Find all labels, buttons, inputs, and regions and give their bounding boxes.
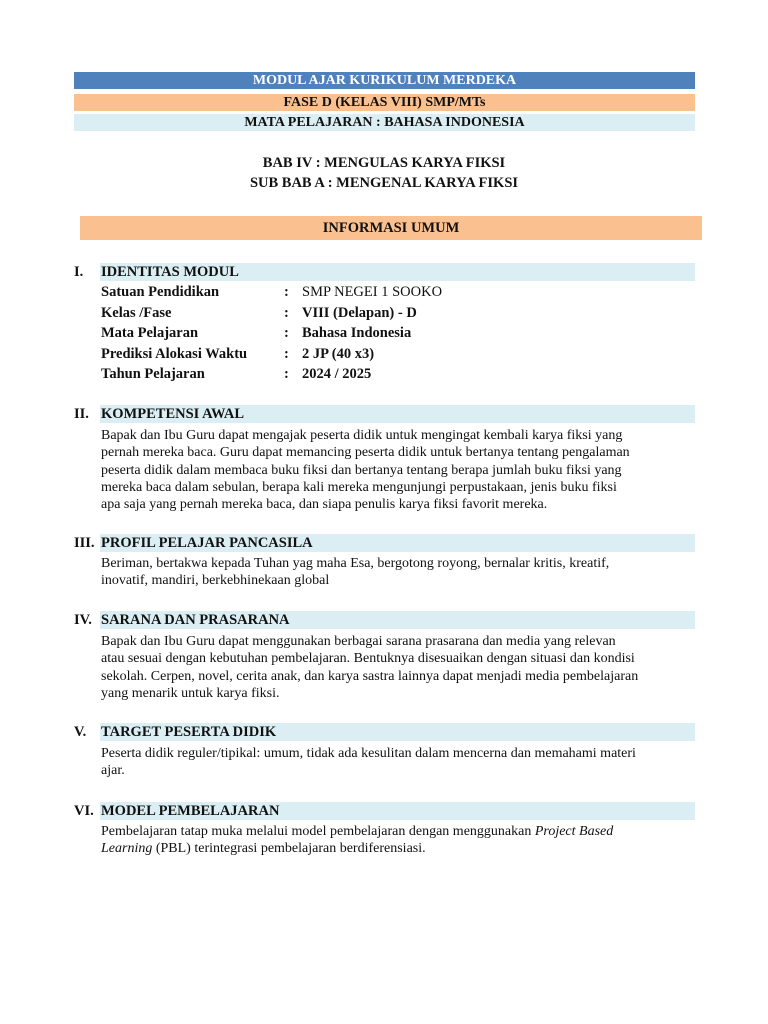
identity-value: 2 JP (40 x3) xyxy=(302,346,375,362)
section-number: VI. xyxy=(74,803,94,819)
subject-band xyxy=(74,114,695,131)
identity-row-tahun xyxy=(101,364,695,384)
paragraph-line: yang menarik untuk karya fiksi. xyxy=(101,685,280,701)
section-number: I. xyxy=(74,264,84,280)
text-span: (PBL) terintegrasi pembelajaran berdiferensiasi. xyxy=(152,841,426,857)
section-number: IV. xyxy=(74,612,92,628)
section-identitas-modul xyxy=(74,263,695,281)
identity-value: VIII (Delapan) - D xyxy=(302,305,417,321)
phase-band xyxy=(74,94,695,111)
section-title: MODEL PEMBELAJARAN xyxy=(101,803,280,819)
paragraph-line: Bapak dan Ibu Guru dapat mengajak peserta didik untuk mengingat kembali karya fiksi yang xyxy=(101,428,623,443)
module-title: MODUL AJAR KURIKULUM MERDEKA xyxy=(252,73,517,88)
identity-sep: : xyxy=(284,366,289,382)
paragraph-line: Peserta didik reguler/tipikal: umum, tidak ada kesulitan dalam mencerna dan memahami materi xyxy=(101,746,636,761)
info-umum-title: INFORMASI UMUM xyxy=(322,220,460,236)
italic-term: Learning xyxy=(101,841,153,857)
paragraph-line: sekolah. Cerpen, novel, cerita anak, dan karya sastra lainnya dapat menjadi media pembelajaran xyxy=(101,668,639,684)
identity-value: 2024 / 2025 xyxy=(302,366,372,382)
kompetensi-awal-text xyxy=(101,427,701,513)
section-title: TARGET PESERTA DIDIK xyxy=(101,724,277,740)
section-number: V. xyxy=(74,724,87,740)
section-model-pembelajaran xyxy=(74,802,695,820)
identity-value: SMP NEGEI 1 SOOKO xyxy=(302,284,443,300)
section-number: III. xyxy=(74,535,95,551)
model-pembelajaran-text xyxy=(101,823,701,858)
identity-key: Mata Pelajaran xyxy=(101,325,199,341)
identity-key: Prediksi Alokasi Waktu xyxy=(101,346,248,362)
paragraph-line: mereka baca dalam sebulan, berapa kali mereka mengunjungi perpustakaan, jenis buku fiksi xyxy=(101,479,617,495)
profil-pelajar-text xyxy=(101,555,701,590)
identity-key: Kelas /Fase xyxy=(101,305,172,321)
phase-title: FASE D (KELAS VIII) SMP/MTs xyxy=(283,95,486,110)
paragraph-line xyxy=(101,823,701,840)
module-title-band xyxy=(74,72,695,89)
identity-row-satuan xyxy=(101,282,695,302)
section-title: SARANA DAN PRASARANA xyxy=(101,612,290,628)
paragraph-line: peserta didik dalam membaca buku fiksi dan bertanya tentang berapa jumlah buku fiksi yang xyxy=(101,462,622,478)
paragraph-line xyxy=(101,840,701,857)
identity-sep: : xyxy=(284,325,289,341)
paragraph-line: Bapak dan Ibu Guru dapat menggunakan berbagai sarana prasarana dan media yang relevan xyxy=(101,634,616,649)
paragraph-line: apa saja yang pernah mereka baca, dan siapa penulis karya fiksi favorit mereka. xyxy=(101,497,548,513)
section-number: II. xyxy=(74,406,89,422)
identity-sep: : xyxy=(284,305,289,321)
target-peserta-text xyxy=(101,745,701,780)
chapter-title: BAB IV : MENGULAS KARYA FIKSI xyxy=(262,155,506,171)
identity-value: Bahasa Indonesia xyxy=(302,325,412,341)
paragraph-line: inovatif, mandiri, berkebhinekaan global xyxy=(101,573,330,589)
section-sarana-prasarana xyxy=(74,611,695,629)
sarana-prasarana-text xyxy=(101,633,701,702)
italic-term: Project Based xyxy=(534,824,614,839)
section-title: KOMPETENSI AWAL xyxy=(101,406,245,422)
section-target-peserta xyxy=(74,723,695,741)
text-span: Pembelajaran tatap muka melalui model pembelajaran dengan menggunakan xyxy=(101,824,535,839)
identity-row-alokasi xyxy=(101,344,695,364)
info-umum-bar xyxy=(80,216,702,240)
identity-key: Tahun Pelajaran xyxy=(101,366,205,382)
paragraph-line: pernah mereka baca. Guru dapat memancing peserta didik untuk bertanya tentang pengalaman xyxy=(101,445,630,461)
identity-sep: : xyxy=(284,346,289,362)
section-title: IDENTITAS MODUL xyxy=(101,264,239,280)
subject-title: MATA PELAJARAN : BAHASA INDONESIA xyxy=(244,115,525,130)
identity-row-kelas xyxy=(101,303,695,323)
identity-row-mapel xyxy=(101,323,695,343)
paragraph-line: atau sesuai dengan kebutuhan pembelajaran. Bentuknya disesuaikan dengan situasi dan kondisi xyxy=(101,651,635,667)
identity-key: Satuan Pendidikan xyxy=(101,284,220,300)
section-profil-pelajar xyxy=(74,534,695,552)
section-title: PROFIL PELAJAR PANCASILA xyxy=(101,535,313,551)
section-kompetensi-awal xyxy=(74,405,695,423)
paragraph-line: ajar. xyxy=(101,763,125,779)
identity-sep: : xyxy=(284,284,289,300)
paragraph-line: Beriman, bertakwa kepada Tuhan yag maha Esa, bergotong royong, bernalar kritis, kreatif, xyxy=(101,556,610,571)
sub-chapter-title: SUB BAB A : MENGENAL KARYA FIKSI xyxy=(249,175,519,191)
